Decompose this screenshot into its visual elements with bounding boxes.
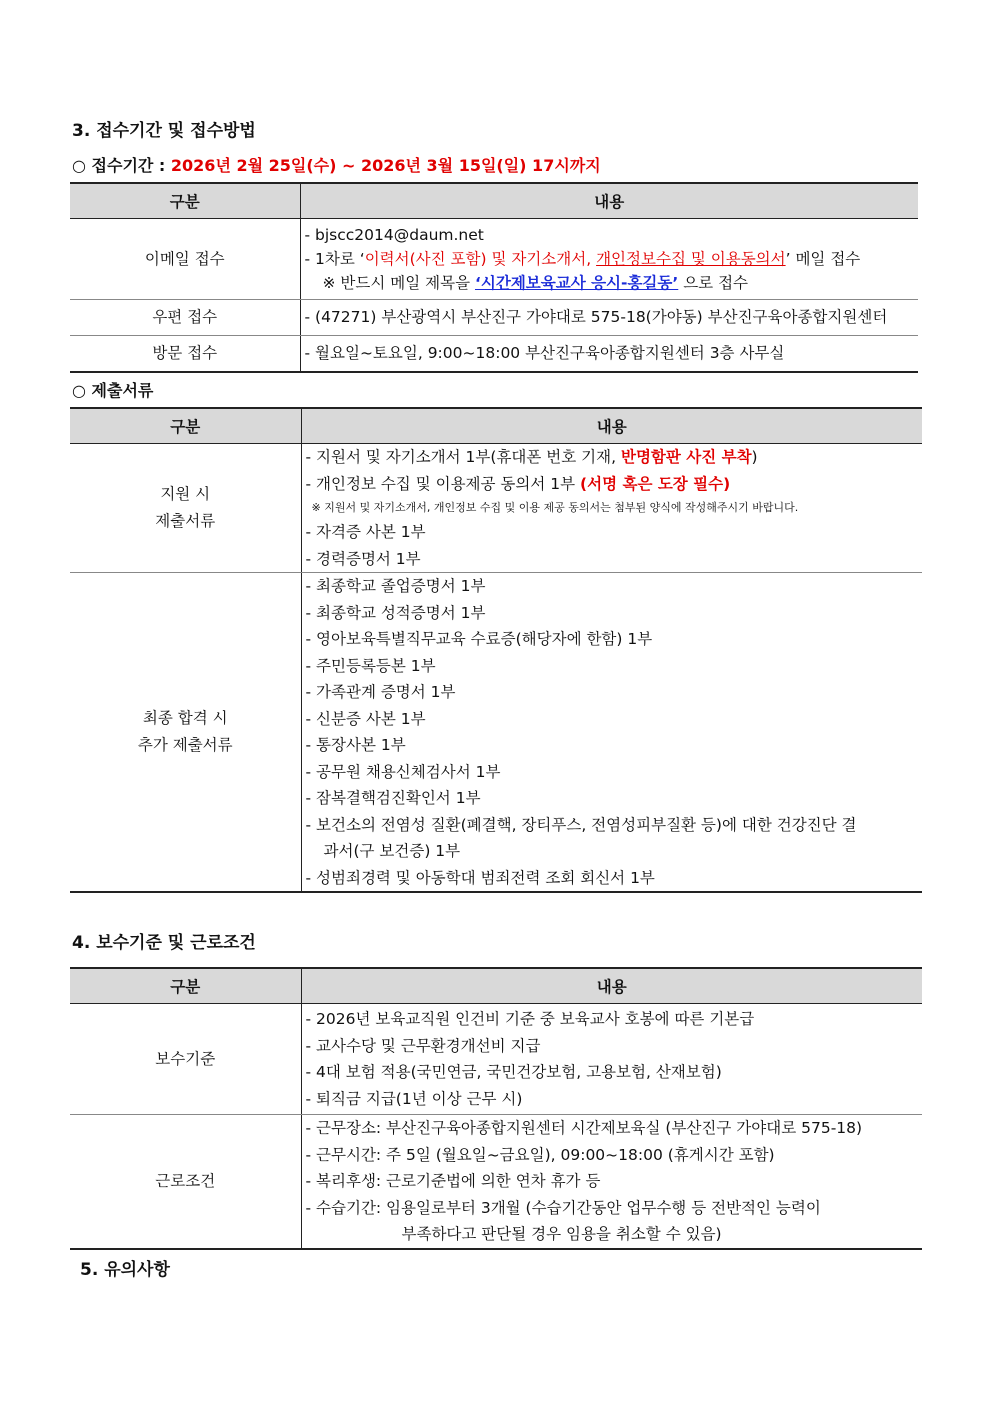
apply-item-4: - 경력증명서 1부: [305, 549, 421, 568]
list-item: - 최종학교 졸업증명서 1부: [305, 577, 486, 595]
list-item: - 4대 보험 적용(국민연금, 국민건강보험, 고용보험, 산재보험): [305, 1063, 722, 1081]
list-item: - 근무시간: 주 5일 (월요일~금요일), 09:00~18:00 (휴게시간 포함): [305, 1145, 775, 1164]
post-address: - (47271) 부산광역시 부산진구 가야대로 575-18(가야동) 부산진구육아종합지원센터: [304, 308, 888, 327]
section5-title: 5. 유의사항: [80, 1260, 170, 1280]
list-item: - 신분증 사본 1부: [305, 709, 426, 728]
header-category: 구분: [70, 183, 300, 219]
header-content: 내용: [301, 408, 922, 444]
apply-note: ※ 지원서 및 자기소개서, 개인정보 수집 및 이용 제공 동의서는 첨부된 양식에 작성해주시기 바랍니다.: [311, 501, 799, 514]
section4-title: 4. 보수기준 및 근로조건: [72, 933, 256, 953]
docs-title: ○ 제출서류: [72, 381, 154, 400]
email-address: - bjscc2014@daum.net: [304, 226, 484, 244]
final-label-2: 추가 제출서류: [137, 736, 233, 754]
post-row: [70, 300, 918, 336]
period-label: ○ 접수기간 :: [72, 156, 171, 175]
apply-label-1: 지원 시: [160, 485, 211, 503]
list-item-continued: 부족하다고 판단될 경우 임용을 취소할 수 있음): [401, 1225, 722, 1243]
pay-conditions-table: [70, 967, 922, 1250]
header-category: 구분: [70, 408, 301, 444]
header-content: 내용: [300, 183, 918, 219]
work-row: [70, 1115, 922, 1249]
email-subject-note: ※ 반드시 메일 제목을 ‘시간제보육교사 응시-홍길동’ 으로 접수: [322, 274, 749, 292]
pay-row: [70, 1004, 922, 1115]
header-content: 내용: [301, 968, 922, 1004]
receipt-period: [72, 153, 601, 176]
list-item: - 근무장소: 부산진구육아종합지원센터 시간제보육실 (부산진구 가야대로 575-18): [305, 1119, 863, 1137]
visit-row: [70, 336, 918, 372]
header-category: 구분: [70, 968, 301, 1004]
pay-label: 보수기준: [70, 1004, 301, 1115]
apply-docs-row: [70, 444, 922, 573]
list-item: - 통장사본 1부: [305, 736, 406, 754]
list-item: - 복리후생: 근로기준법에 의한 연차 휴가 등: [305, 1172, 601, 1190]
list-item: - 성범죄경력 및 아동학대 범죄전력 조회 회신서 1부: [305, 868, 655, 887]
receipt-table: [70, 182, 918, 373]
list-item: - 최종학교 성적증명서 1부: [305, 603, 486, 622]
apply-item-2: - 개인정보 수집 및 이용제공 동의서 1부 (서명 혹은 도장 필수): [305, 474, 731, 493]
email-instruction: - 1차로 ‘이력서(사진 포함) 및 자기소개서, 개인정보수집 및 이용동의서’ 메일 접수: [304, 250, 861, 268]
list-item: - 가족관계 증명서 1부: [305, 683, 456, 701]
final-label-1: 최종 합격 시: [142, 709, 228, 727]
apply-label-2: 제출서류: [155, 512, 216, 530]
documents-table: [70, 407, 922, 893]
list-item: - 보건소의 전염성 질환(폐결핵, 장티푸스, 전염성피부질환 등)에 대한 건강진단 결: [305, 815, 857, 834]
final-docs-row: [70, 573, 922, 893]
list-item-continued: 과서(구 보건증) 1부: [323, 842, 461, 860]
visit-hours: - 월요일~토요일, 9:00~18:00 부산진구육아종합지원센터 3층 사무실: [304, 344, 785, 362]
work-label: 근로조건: [70, 1115, 301, 1249]
email-label: 이메일 접수: [70, 219, 300, 300]
period-value: 2026년 2월 25일(수) ~ 2026년 3월 15일(일) 17시까지: [170, 156, 601, 175]
post-label: 우편 접수: [70, 300, 300, 336]
list-item: - 영아보육특별직무교육 수료증(해당자에 한함) 1부: [305, 630, 653, 648]
list-item: - 잠복결핵검진확인서 1부: [305, 789, 481, 807]
list-item: - 퇴직금 지급(1년 이상 근무 시): [305, 1089, 523, 1108]
list-item: - 수습기간: 임용일로부터 3개월 (수습기간동안 업무수행 등 전반적인 능력이: [305, 1198, 821, 1217]
visit-label: 방문 접수: [70, 336, 300, 372]
list-item: - 주민등록등본 1부: [305, 656, 436, 675]
apply-item-1: - 지원서 및 자기소개서 1부(휴대폰 번호 기재, 반명함판 사진 부착): [305, 448, 758, 466]
list-item: - 공무원 채용신체검사서 1부: [305, 762, 501, 781]
email-row: [70, 219, 918, 300]
list-item: - 교사수당 및 근무환경개선비 지급: [305, 1036, 541, 1055]
section3-title: 3. 접수기간 및 접수방법: [72, 121, 256, 141]
list-item: - 2026년 보육교직원 인건비 기준 중 보육교사 호봉에 따른 기본급: [305, 1010, 755, 1028]
apply-item-3: - 자격증 사본 1부: [305, 523, 426, 541]
